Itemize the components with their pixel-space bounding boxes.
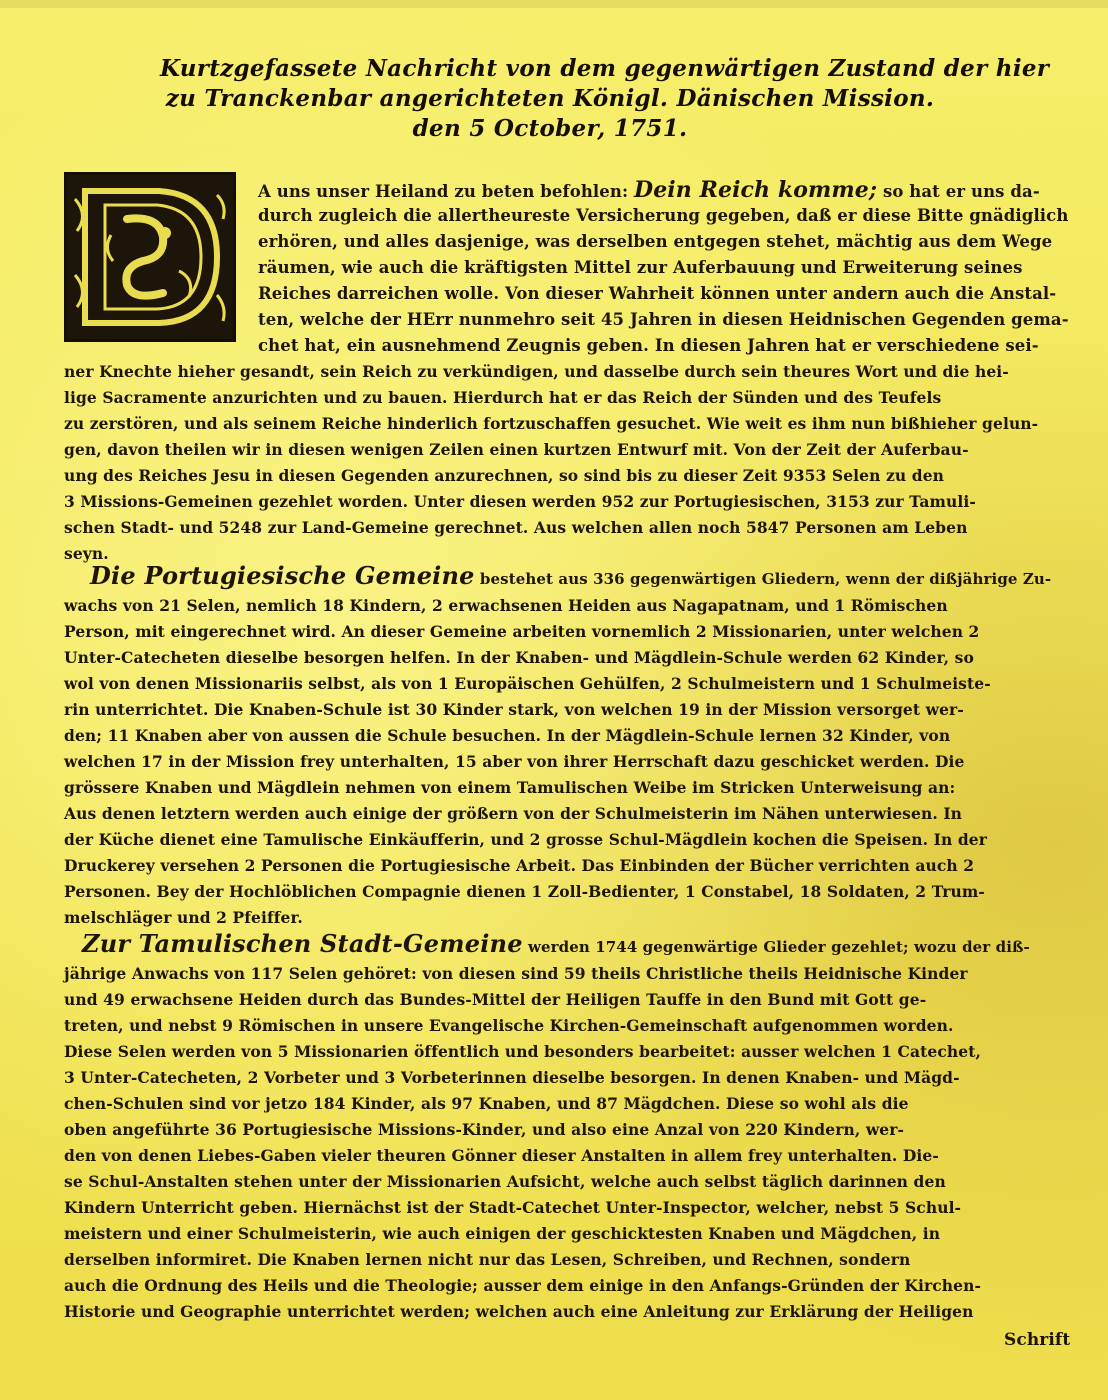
tamil-line-9: den von denen Liebes-Gaben vieler theuren Gönner dieser Anstalten in allem frey unterhalten. Die- <box>64 1146 939 1165</box>
portuguese-line-1 <box>90 561 1052 590</box>
portuguese-line-14: melschläger und 2 Pfeiffer. <box>64 908 303 927</box>
portuguese-line-10: Aus denen letztern werden auch einige der größern von der Schulmeisterin im Nähen unterwiesen. In <box>64 804 963 823</box>
intro-line-1 <box>258 177 1040 203</box>
tamil-line-3: und 49 erwachsene Heiden durch das Bundes-Mittel der Heiligen Tauffe in den Bund mit Gott ge- <box>64 990 927 1009</box>
tamil-line-8: oben angeführte 36 Portugiesische Missions-Kinder, und also eine Anzal von 220 Kindern, wer- <box>64 1120 905 1139</box>
portuguese-section-title: Die Portugiesische Gemeine <box>90 561 475 590</box>
tamil-line-7: chen-Schulen sind vor jetzo 184 Kinder, als 97 Knaben, und 87 Mägdchen. Diese so wohl als die <box>64 1094 909 1113</box>
intro-emphasis: Dein Reich komme; <box>634 177 878 203</box>
intro-line-14: schen Stadt- und 5248 zur Land-Gemeine gerechnet. Aus welchen allen noch 5847 Personen am Leben <box>64 518 968 537</box>
intro-line-7: chet hat, ein ausnehmend Zeugnis geben. In diesen Jahren hat er verschiedene sei- <box>258 336 1039 355</box>
heading-line-2: zu Tranckenbar angerichteten Königl. Dänischen Mission. <box>165 85 935 112</box>
portuguese-line-1-text: bestehet aus 336 gegenwärtigen Gliedern, wenn der dißjährige Zu- <box>474 570 1052 588</box>
tamil-line-13: derselben informiret. Die Knaben lernen nicht nur das Lesen, Schreiben, und Rechnen, sondern <box>64 1250 911 1269</box>
tamil-line-5: Diese Selen werden von 5 Missionarien öffentlich und besonders bearbeitet: ausser welchen 1 Catechet, <box>64 1042 981 1061</box>
ornamental-initial-icon <box>67 175 233 339</box>
top-edge-shadow <box>0 0 1108 8</box>
portuguese-line-8: welchen 17 in der Mission frey unterhalten, 15 aber von ihrer Herrschaft dazu geschicket werden. Die <box>64 752 965 771</box>
intro-line-2: durch zugleich die allertheureste Versicherung gegeben, daß er diese Bitte gnädiglich <box>258 206 1069 225</box>
intro-line-15: seyn. <box>64 544 109 563</box>
portuguese-line-6: rin unterrichtet. Die Knaben-Schule ist 30 Kinder stark, von welchen 19 in der Mission versorget wer- <box>64 700 964 719</box>
tamil-line-12: meistern und einer Schulmeisterin, wie auch einigen der geschicktesten Knaben und Mägdchen, in <box>64 1224 941 1243</box>
tamil-section-title: Zur Tamulischen Stadt-Gemeine <box>82 929 523 958</box>
intro-line-10: zu zerstören, und als seinem Reiche hinderlich fortzuschaffen gesuchet. Wie weit es ihm nun bißhieher gelun- <box>64 414 1039 433</box>
tamil-line-11: Kindern Unterricht geben. Hiernächst ist der Stadt-Catechet Unter-Inspector, welcher, nebst 5 Schul- <box>64 1198 962 1217</box>
document-heading <box>160 54 1050 144</box>
intro-line-13: 3 Missions-Gemeinen gezehlet worden. Unter diesen werden 952 zur Portugiesischen, 3153 zur Tamuli- <box>64 492 976 511</box>
intro-line-9: lige Sacramente anzurichten und zu bauen. Hierdurch hat er das Reich der Sünden und des Teufels <box>64 388 942 407</box>
tamil-line-6: 3 Unter-Catecheten, 2 Vorbeter und 3 Vorbeterinnen dieselbe besorgen. In denen Knaben- und Mägd- <box>64 1068 960 1087</box>
tamil-line-4: treten, und nebst 9 Römischen in unsere Evangelische Kirchen-Gemeinschaft aufgenommen worden. <box>64 1016 954 1035</box>
intro-line-6: ten, welche der HErr nunmehro seit 45 Jahren in diesen Heidnischen Gegenden gema- <box>258 310 1069 329</box>
portuguese-line-7: den; 11 Knaben aber von aussen die Schule besuchen. In der Mägdlein-Schule lernen 32 Kinder, von <box>64 726 951 745</box>
portuguese-line-13: Personen. Bey der Hochlöblichen Compagnie dienen 1 Zoll-Bedienter, 1 Constabel, 18 Soldaten, 2 Trum- <box>64 882 985 901</box>
intro-line-11: gen, davon theilen wir in diesen wenigen Zeilen einen kurtzen Entwurf mit. Von der Zeit der Auferbau- <box>64 440 969 459</box>
tamil-line-14: auch die Ordnung des Heils und die Theologie; ausser dem einige in den Anfangs-Gründen der Kirchen- <box>64 1276 982 1295</box>
intro-line-5: Reiches darreichen wolle. Von dieser Wahrheit können unter andern auch die Anstal- <box>258 284 1057 303</box>
heading-line-1: Kurtzgefassete Nachricht von dem gegenwärtigen Zustand der hier <box>160 55 1050 82</box>
tamil-line-2: jährige Anwachs von 117 Selen gehöret: von diesen sind 59 theils Christliche theils Heidnische Kinder <box>64 964 968 983</box>
intro-line-1-tail: so hat er uns da- <box>877 182 1040 201</box>
portuguese-line-2: wachs von 21 Selen, nemlich 18 Kindern, 2 erwachsenen Heiden aus Nagapatnam, und 1 Römischen <box>64 596 948 615</box>
portuguese-line-3: Person, mit eingerechnet wird. An dieser Gemeine arbeiten vornemlich 2 Missionarien, unter welchen 2 <box>64 622 980 641</box>
decorated-initial-d <box>64 172 236 342</box>
portuguese-line-12: Druckerey versehen 2 Personen die Portugiesische Arbeit. Das Einbinden der Bücher verrichten auch 2 <box>64 856 975 875</box>
intro-line-3: erhören, und alles dasjenige, was derselben entgegen stehet, mächtig aus dem Wege <box>258 232 1053 251</box>
intro-line-8: ner Knechte hieher gesandt, sein Reich zu verkündigen, und dasselbe durch sein theures Wort und die hei- <box>64 362 1009 381</box>
intro-line-12: ung des Reiches Jesu in diesen Gegenden anzurechnen, so sind bis zu dieser Zeit 9353 Selen zu den <box>64 466 945 485</box>
catchword: Schrift <box>1004 1330 1071 1350</box>
intro-line-4: räumen, wie auch die kräftigsten Mittel zur Auferbauung und Erweiterung seines <box>258 258 1023 277</box>
portuguese-line-5: wol von denen Missionariis selbst, als von 1 Europäischen Gehülfen, 2 Schulmeistern und 1 Schulmeiste- <box>64 674 991 693</box>
tamil-line-1 <box>82 929 1030 958</box>
tamil-line-10: se Schul-Anstalten stehen unter der Missionarien Aufsicht, welche auch selbst täglich darinnen den <box>64 1172 946 1191</box>
portuguese-line-9: grössere Knaben und Mägdlein nehmen von einem Tamulischen Weibe im Stricken Unterweisung an: <box>64 778 956 797</box>
tamil-line-1-text: werden 1744 gegenwärtige Glieder gezehlet; wozu der diß- <box>522 938 1030 956</box>
portuguese-line-4: Unter-Catecheten dieselbe besorgen helfen. In der Knaben- und Mägdlein-Schule werden 62 Kinder, so <box>64 648 974 667</box>
intro-line-1-text: A uns unser Heiland zu beten befohlen: <box>258 182 635 201</box>
heading-line-3: den 5 October, 1751. <box>412 115 688 142</box>
portuguese-line-11: der Küche dienet eine Tamulische Einkäufferin, und 2 grosse Schul-Mägdlein kochen die Speisen. In der <box>64 830 988 849</box>
tamil-line-15: Historie und Geographie unterrichtet werden; welchen auch eine Anleitung zur Erklärung der Heiligen <box>64 1302 974 1321</box>
